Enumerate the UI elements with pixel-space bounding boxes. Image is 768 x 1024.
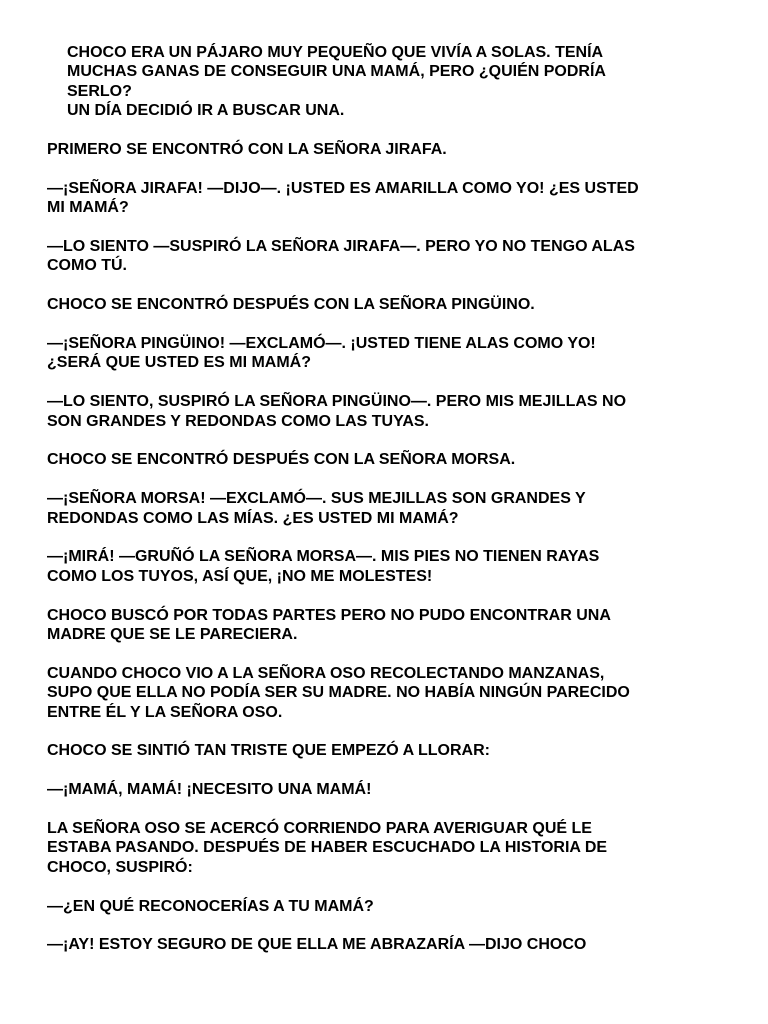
text-line: CHOCO BUSCÓ POR TODAS PARTES PERO NO PUDO ENCONTRAR UNA bbox=[47, 606, 611, 624]
text-line: —LO SIENTO, SUSPIRÓ LA SEÑORA PINGÜINO—. PERO MIS MEJILLAS NO bbox=[47, 393, 627, 411]
text-line: LA SEÑORA OSO SE ACERCÓ CORRIENDO PARA AVERIGUAR QUÉ LE bbox=[47, 820, 592, 838]
story-text bbox=[47, 43, 728, 955]
text-line: ¿SERÁ QUE USTED ES MI MAMÁ? bbox=[47, 354, 312, 372]
story-paragraph bbox=[47, 606, 728, 645]
text-line: SON GRANDES Y REDONDAS COMO LAS TUYAS. bbox=[47, 412, 429, 430]
text-line: —¡SEÑORA MORSA! —EXCLAMÓ—. SUS MEJILLAS SON GRANDES Y bbox=[47, 490, 586, 508]
text-line: CHOCO SE SINTIÓ TAN TRISTE QUE EMPEZÓ A LLORAR: bbox=[47, 742, 490, 760]
story-paragraph bbox=[47, 140, 728, 159]
text-line: CHOCO, SUSPIRÓ: bbox=[47, 858, 193, 876]
text-line: —¡AY! ESTOY SEGURO DE QUE ELLA ME ABRAZARÍA —DIJO CHOCO bbox=[47, 936, 587, 954]
story-paragraph bbox=[47, 334, 728, 373]
text-line: —¿EN QUÉ RECONOCERÍAS A TU MAMÁ? bbox=[47, 897, 374, 915]
text-line: MADRE QUE SE LE PARECIERA. bbox=[47, 626, 298, 644]
text-line: CHOCO ERA UN PÁJARO MUY PEQUEÑO QUE VIVÍA A SOLAS. TENÍA bbox=[67, 44, 604, 61]
story-paragraph bbox=[47, 237, 728, 276]
text-line: UN DÍA DECIDIÓ IR A BUSCAR UNA. bbox=[67, 102, 345, 120]
story-paragraph bbox=[47, 819, 728, 877]
text-line: PRIMERO SE ENCONTRÓ CON LA SEÑORA JIRAFA. bbox=[47, 141, 447, 159]
story-paragraph bbox=[47, 935, 728, 954]
story-paragraph bbox=[47, 489, 728, 528]
story-paragraph bbox=[47, 179, 728, 218]
text-line: REDONDAS COMO LAS MÍAS. ¿ES USTED MI MAMÁ? bbox=[47, 509, 459, 527]
text-line: ESTABA PASANDO. DESPUÉS DE HABER ESCUCHADO LA HISTORIA DE bbox=[47, 839, 608, 857]
text-line: —LO SIENTO —SUSPIRÓ LA SEÑORA JIRAFA—. PERO YO NO TENGO ALAS bbox=[47, 238, 635, 256]
text-line: SERLO? bbox=[67, 82, 132, 100]
text-line: CHOCO SE ENCONTRÓ DESPUÉS CON LA SEÑORA MORSA. bbox=[47, 451, 516, 469]
text-line: COMO LOS TUYOS, ASÍ QUE, ¡NO ME MOLESTES! bbox=[47, 567, 433, 585]
story-paragraph bbox=[47, 741, 728, 760]
text-line: MUCHAS GANAS DE CONSEGUIR UNA MAMÁ, PERO ¿QUIÉN PODRÍA bbox=[67, 63, 606, 81]
text-line: CUANDO CHOCO VIO A LA SEÑORA OSO RECOLECTANDO MANZANAS, bbox=[47, 664, 605, 682]
text-line: CHOCO SE ENCONTRÓ DESPUÉS CON LA SEÑORA PINGÜINO. bbox=[47, 296, 535, 314]
story-paragraph bbox=[47, 547, 728, 586]
text-line: MI MAMÁ? bbox=[47, 199, 129, 217]
story-paragraph bbox=[47, 392, 728, 431]
story-paragraph bbox=[47, 295, 728, 314]
story-paragraph bbox=[47, 43, 728, 121]
story-paragraph bbox=[47, 664, 728, 722]
story-paragraph bbox=[47, 780, 728, 799]
text-line: COMO TÚ. bbox=[47, 257, 127, 275]
text-line: SUPO QUE ELLA NO PODÍA SER SU MADRE. NO HABÍA NINGÚN PARECIDO bbox=[47, 684, 630, 702]
text-line: —¡MAMÁ, MAMÁ! ¡NECESITO UNA MAMÁ! bbox=[47, 781, 372, 799]
text-line: —¡SEÑORA JIRAFA! —DIJO—. ¡USTED ES AMARILLA COMO YO! ¿ES USTED bbox=[47, 179, 639, 197]
story-paragraph bbox=[47, 897, 728, 916]
text-line: —¡MIRÁ! —GRUÑÓ LA SEÑORA MORSA—. MIS PIES NO TIENEN RAYAS bbox=[47, 548, 600, 566]
text-line: —¡SEÑORA PINGÜINO! —EXCLAMÓ—. ¡USTED TIENE ALAS COMO YO! bbox=[47, 335, 596, 353]
text-line: ENTRE ÉL Y LA SEÑORA OSO. bbox=[47, 703, 283, 721]
story-paragraph bbox=[47, 450, 728, 469]
